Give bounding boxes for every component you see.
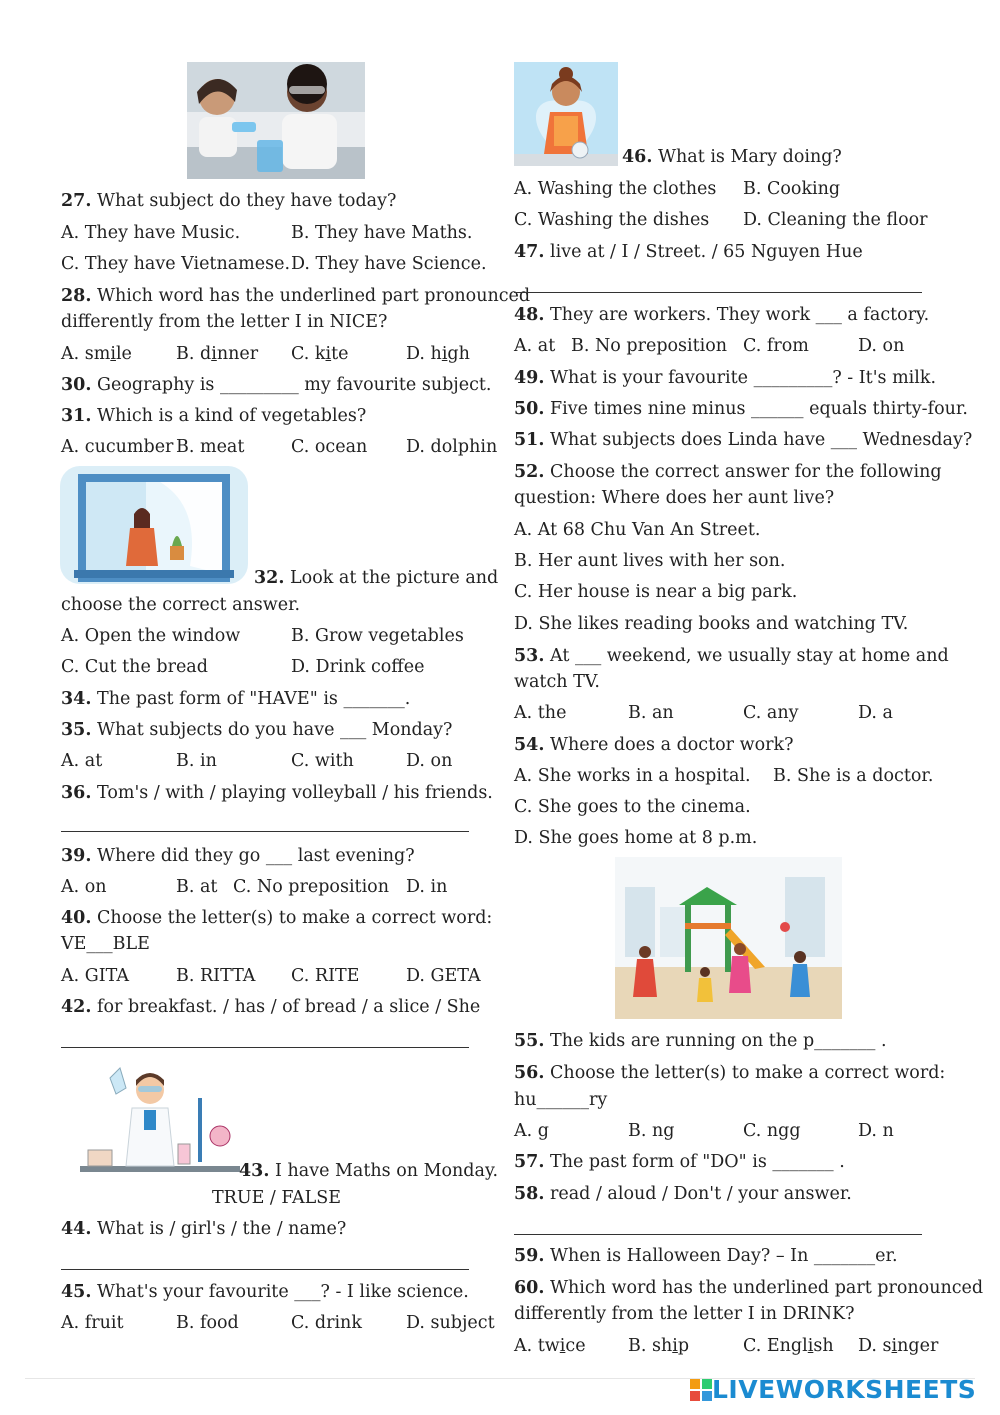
q48-option-d[interactable]: D. on — [858, 336, 905, 356]
q56-prompt: 56. Choose the letter(s) to make a correct word: — [514, 1063, 946, 1083]
q28-option-c[interactable]: C. kite — [291, 344, 349, 364]
logo-grid-icon — [690, 1378, 712, 1402]
q58-answer-line[interactable] — [514, 1234, 922, 1235]
q52-option-a[interactable]: A. At 68 Chu Van An Street. — [514, 520, 761, 540]
q60-prompt: 60. Which word has the underlined part pronounced — [514, 1278, 984, 1298]
q45-option-a[interactable]: A. fruit — [61, 1313, 124, 1333]
q49-prompt[interactable]: 49. What is your favourite _________? - It's milk. — [514, 368, 937, 388]
q28-option-b[interactable]: B. dinner — [176, 344, 259, 364]
q45-option-c[interactable]: C. drink — [291, 1313, 362, 1333]
q28-prompt-line2: differently from the letter I in NICE? — [61, 312, 388, 332]
q32-prompt-line2: choose the correct answer. — [61, 595, 301, 615]
q57-prompt[interactable]: 57. The past form of "DO" is _______ . — [514, 1152, 845, 1172]
q43-prompt: 43. I have Maths on Monday. — [239, 1161, 499, 1181]
scientist-picture — [80, 1058, 240, 1176]
q56-option-b[interactable]: B. ng — [628, 1121, 675, 1141]
q52-prompt-line2: question: Where does her aunt live? — [514, 488, 835, 508]
q60-prompt-line2: differently from the letter I in DRINK? — [514, 1304, 855, 1324]
logo-text: LIVEWORKSHEETS — [712, 1375, 977, 1404]
q55-prompt[interactable]: 55. The kids are running on the p_______ . — [514, 1031, 887, 1051]
q53-prompt: 53. At ___ weekend, we usually stay at home and — [514, 646, 949, 666]
q35-option-b[interactable]: B. in — [176, 751, 217, 771]
q50-prompt[interactable]: 50. Five times nine minus ______ equals thirty-four. — [514, 399, 968, 419]
q40-word: VE___BLE — [61, 934, 150, 954]
q31-option-c[interactable]: C. ocean — [291, 437, 368, 457]
q52-option-d[interactable]: D. She likes reading books and watching TV. — [514, 614, 909, 634]
q44-answer-line[interactable] — [61, 1269, 469, 1270]
q39-prompt: 39. Where did they go ___ last evening? — [61, 846, 415, 866]
q59-prompt[interactable]: 59. When is Halloween Day? – In _______er. — [514, 1246, 898, 1266]
q34-prompt[interactable]: 34. The past form of "HAVE" is _______. — [61, 689, 411, 709]
q39-option-c[interactable]: C. No preposition — [233, 877, 389, 897]
q32-option-c[interactable]: C. Cut the bread — [61, 657, 208, 677]
q56-option-a[interactable]: A. g — [514, 1121, 549, 1141]
window-picture — [60, 466, 248, 584]
q53-option-d[interactable]: D. a — [858, 703, 893, 723]
mary-picture — [514, 62, 618, 166]
liveworksheets-logo[interactable] — [690, 1375, 976, 1404]
q48-option-c[interactable]: C. from — [743, 336, 809, 356]
q53-option-b[interactable]: B. an — [628, 703, 674, 723]
q56-option-c[interactable]: C. ngg — [743, 1121, 801, 1141]
q44-prompt: 44. What is / girl's / the / name? — [61, 1219, 347, 1239]
q39-option-d[interactable]: D. in — [406, 877, 448, 897]
q60-option-b[interactable]: B. ship — [628, 1336, 690, 1356]
q42-answer-line[interactable] — [61, 1047, 469, 1048]
q42-prompt: 42. for breakfast. / has / of bread / a slice / She — [61, 997, 481, 1017]
q28-option-d[interactable]: D. high — [406, 344, 470, 364]
q27-option-b[interactable]: B. They have Maths. — [291, 223, 473, 243]
q60-option-d[interactable]: D. singer — [858, 1336, 939, 1356]
q32-option-b[interactable]: B. Grow vegetables — [291, 626, 464, 646]
q43-true-false[interactable]: TRUE / FALSE — [212, 1188, 342, 1208]
q35-prompt: 35. What subjects do you have ___ Monday? — [61, 720, 453, 740]
q31-prompt: 31. Which is a kind of vegetables? — [61, 406, 367, 426]
q46-prompt: 46. What is Mary doing? — [622, 147, 842, 167]
q46-option-c[interactable]: C. Washing the dishes — [514, 210, 710, 230]
q45-option-b[interactable]: B. food — [176, 1313, 239, 1333]
q40-option-b[interactable]: B. RITTA — [176, 966, 256, 986]
q40-option-c[interactable]: C. RITE — [291, 966, 360, 986]
q35-option-a[interactable]: A. at — [61, 751, 103, 771]
q52-prompt: 52. Choose the correct answer for the following — [514, 462, 942, 482]
q31-option-a[interactable]: A. cucumber — [61, 437, 174, 457]
q54-option-a[interactable]: A. She works in a hospital. — [514, 766, 751, 786]
q32-option-a[interactable]: A. Open the window — [61, 626, 241, 646]
q53-prompt-line2: watch TV. — [514, 672, 600, 692]
q52-option-c[interactable]: C. Her house is near a big park. — [514, 582, 798, 602]
q27-prompt: 27. What subject do they have today? — [61, 191, 397, 211]
q40-option-a[interactable]: A. GITA — [61, 966, 130, 986]
q46-option-b[interactable]: B. Cooking — [743, 179, 841, 199]
q46-option-a[interactable]: A. Washing the clothes — [514, 179, 717, 199]
q39-option-a[interactable]: A. on — [61, 877, 107, 897]
q35-option-d[interactable]: D. on — [406, 751, 453, 771]
q54-option-c[interactable]: C. She goes to the cinema. — [514, 797, 751, 817]
q46-option-d[interactable]: D. Cleaning the floor — [743, 210, 928, 230]
q45-option-d[interactable]: D. subject — [406, 1313, 495, 1333]
q27-option-d[interactable]: D. They have Science. — [291, 254, 487, 274]
q54-prompt: 54. Where does a doctor work? — [514, 735, 794, 755]
q47-prompt: 47. live at / I / Street. / 65 Nguyen Hue — [514, 242, 863, 262]
q48-option-a[interactable]: A. at — [514, 336, 556, 356]
q31-option-d[interactable]: D. dolphin — [406, 437, 498, 457]
q47-answer-line[interactable] — [514, 292, 922, 293]
q40-option-d[interactable]: D. GETA — [406, 966, 481, 986]
q28-option-a[interactable]: A. smile — [61, 344, 132, 364]
science-class-picture — [187, 62, 365, 179]
q60-option-c[interactable]: C. English — [743, 1336, 834, 1356]
q31-option-b[interactable]: B. meat — [176, 437, 245, 457]
q39-option-b[interactable]: B. at — [176, 877, 218, 897]
q56-word: hu______ry — [514, 1090, 608, 1110]
q36-answer-line[interactable] — [61, 831, 469, 832]
q45-prompt: 45. What's your favourite ___? - I like science. — [61, 1282, 469, 1302]
q36-prompt: 36. Tom's / with / playing volleyball / his friends. — [61, 783, 493, 803]
q32-option-d[interactable]: D. Drink coffee — [291, 657, 425, 677]
playground-picture — [615, 857, 842, 1019]
q56-option-d[interactable]: D. n — [858, 1121, 894, 1141]
q35-option-c[interactable]: C. with — [291, 751, 354, 771]
q48-prompt: 48. They are workers. They work ___ a factory. — [514, 305, 930, 325]
q60-option-a[interactable]: A. twice — [514, 1336, 586, 1356]
q40-prompt: 40. Choose the letter(s) to make a correct word: — [61, 908, 493, 928]
q28-prompt: 28. Which word has the underlined part pronounced — [61, 286, 531, 306]
q30-prompt[interactable]: 30. Geography is _________ my favourite subject. — [61, 375, 492, 395]
q58-prompt: 58. read / aloud / Don't / your answer. — [514, 1184, 852, 1204]
q52-option-b[interactable]: B. Her aunt lives with her son. — [514, 551, 786, 571]
q53-option-a[interactable]: A. the — [514, 703, 567, 723]
q48-option-b[interactable]: B. No preposition — [571, 336, 728, 356]
q27-option-c[interactable]: C. They have Vietnamese. — [61, 254, 291, 274]
q54-option-b[interactable]: B. She is a doctor. — [773, 766, 934, 786]
q27-option-a[interactable]: A. They have Music. — [61, 223, 241, 243]
q51-prompt[interactable]: 51. What subjects does Linda have ___ Wednesday? — [514, 430, 973, 450]
q53-option-c[interactable]: C. any — [743, 703, 799, 723]
q32-prompt: 32. Look at the picture and — [254, 568, 499, 588]
q54-option-d[interactable]: D. She goes home at 8 p.m. — [514, 828, 758, 848]
